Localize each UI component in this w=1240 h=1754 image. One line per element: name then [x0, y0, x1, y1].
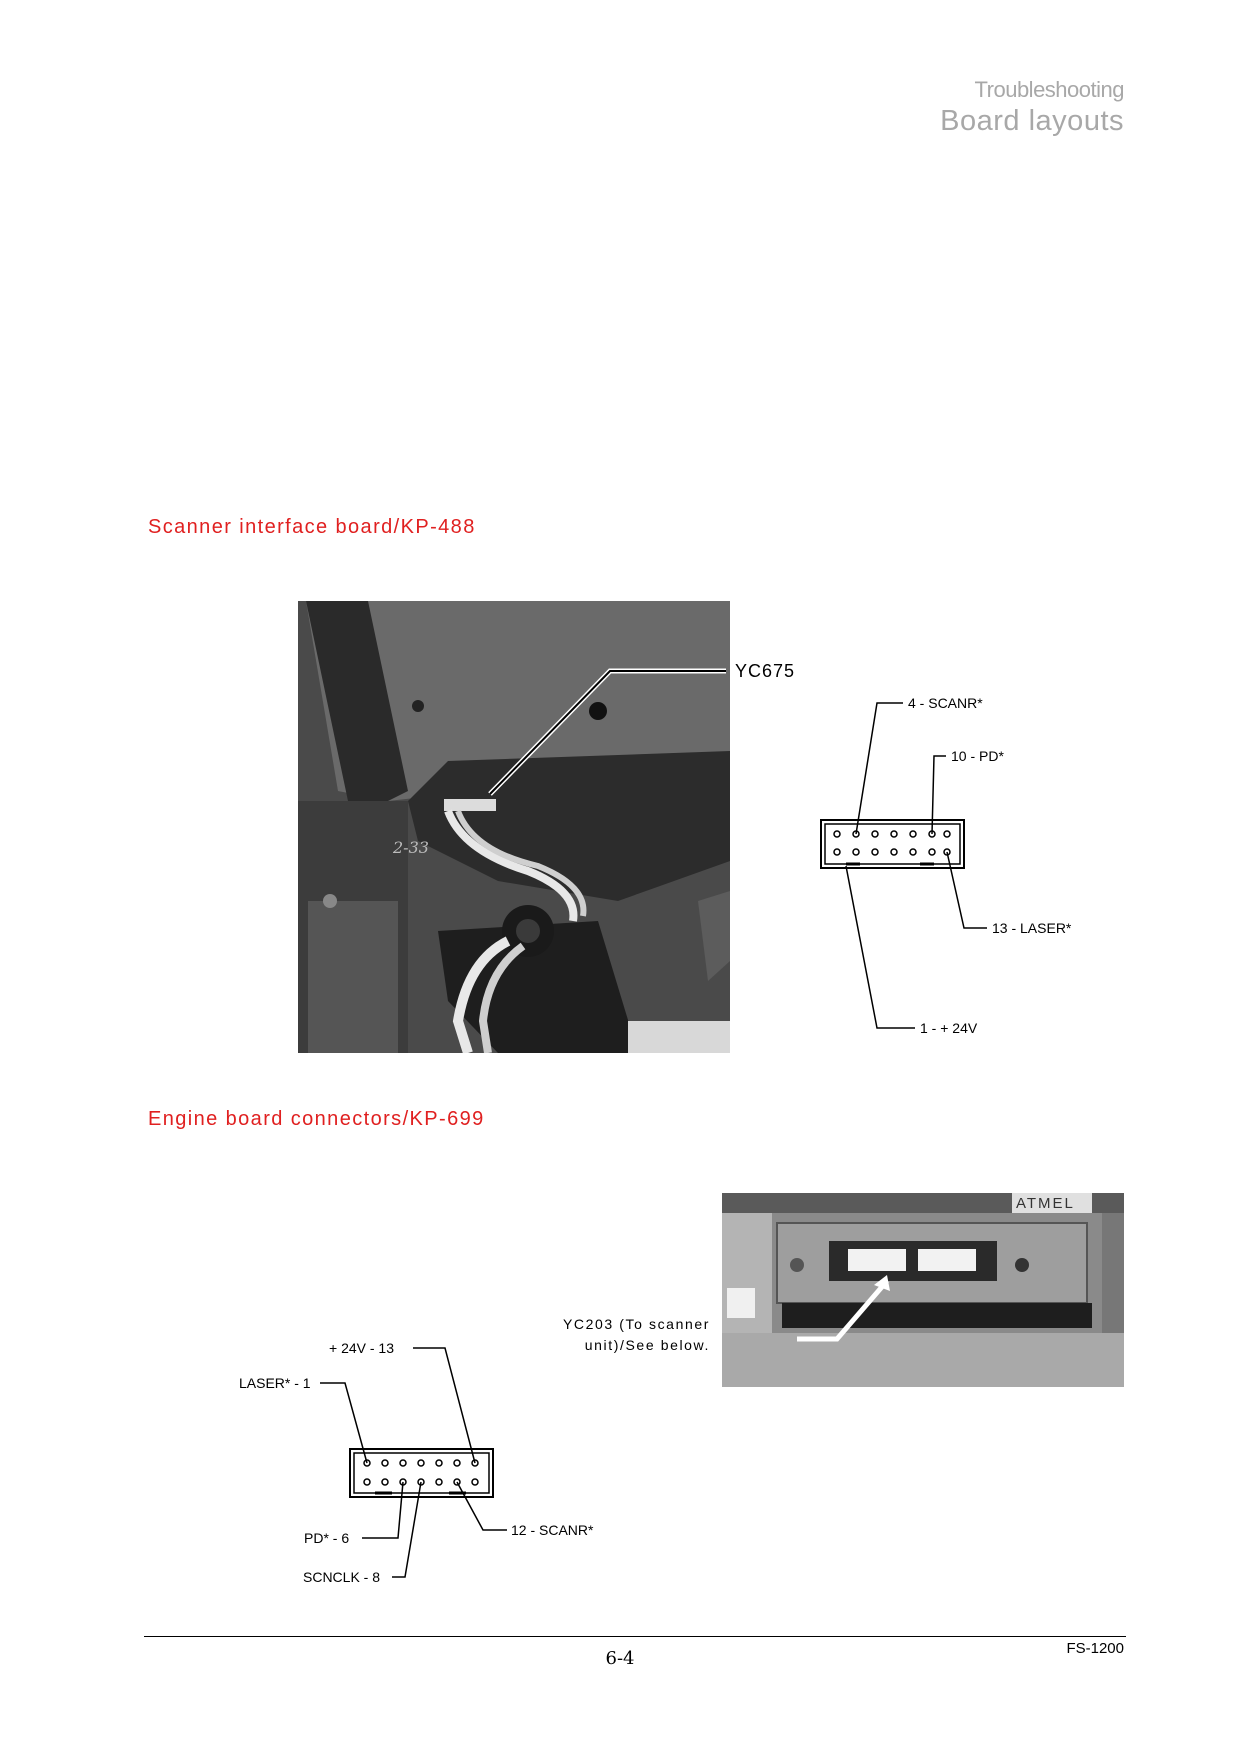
pin-label-24v: 1 - + 24V	[920, 1020, 978, 1036]
page-title: Board layouts	[940, 105, 1124, 137]
engine-pin-label-24v: + 24V - 13	[329, 1340, 394, 1356]
engine-pin-label-scnclk: SCNCLK - 8	[303, 1569, 381, 1585]
engine-pin-label-pd: PD* - 6	[304, 1530, 350, 1546]
model-name: FS-1200	[1066, 1640, 1124, 1657]
header-section: Troubleshooting	[974, 77, 1124, 102]
pin-label-pd: 10 - PD*	[951, 748, 1004, 764]
page-number: 6-4	[605, 1648, 635, 1669]
photo-board-marking: 2-33	[393, 838, 429, 857]
engine-pin-label-laser: LASER* - 1	[239, 1375, 311, 1391]
photo-chip-marking: ATMEL	[1016, 1195, 1075, 1212]
yc203-label-line2: unit)/See below.	[584, 1337, 710, 1353]
engine-pin-label-scanr: 12 - SCANR*	[511, 1522, 594, 1538]
pin-label-laser: 13 - LASER*	[992, 920, 1072, 936]
yc675-label: YC675	[735, 661, 796, 681]
engine-section-title: Engine board connectors/KP-699	[148, 1108, 485, 1130]
footer-divider	[144, 1636, 1126, 1637]
yc203-label-line1: YC203 (To scanner	[562, 1316, 710, 1332]
scanner-section-title: Scanner interface board/KP-488	[148, 516, 476, 538]
pin-label-scanr: 4 - SCANR*	[908, 695, 983, 711]
